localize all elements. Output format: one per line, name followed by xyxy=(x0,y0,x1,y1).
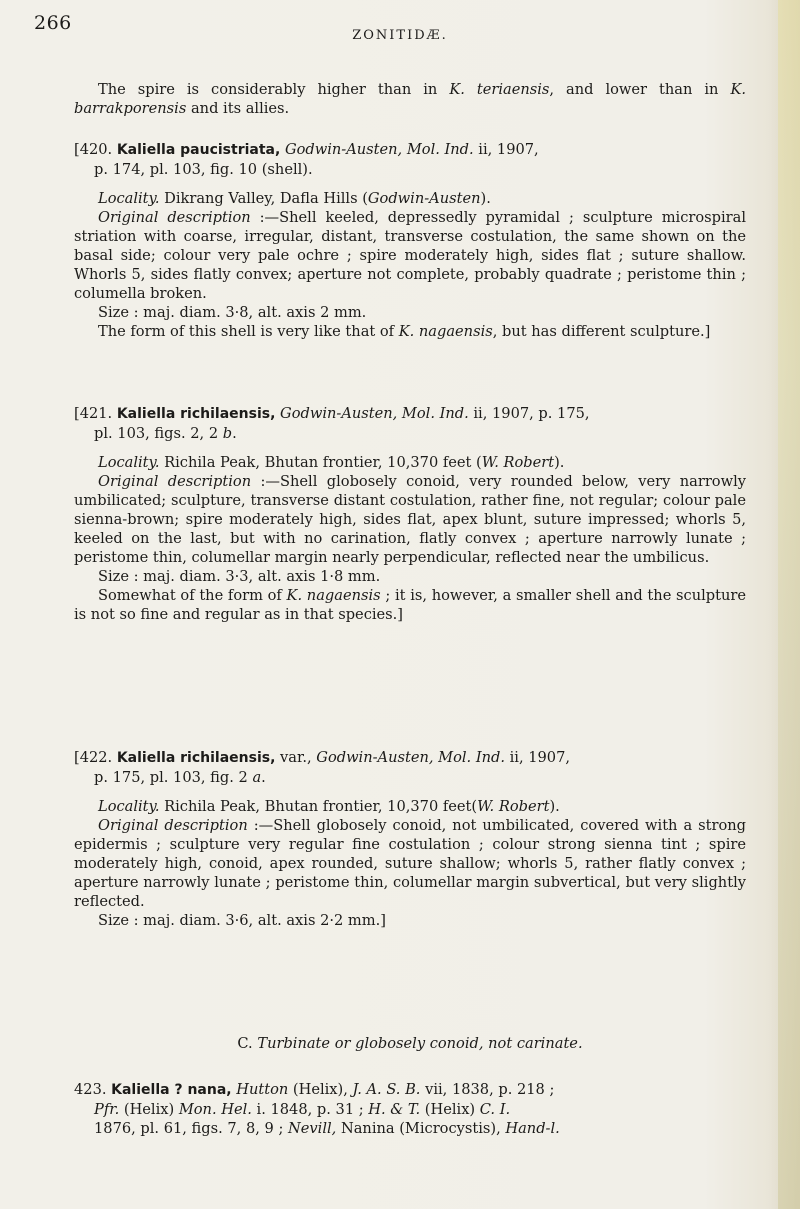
note-text: Somewhat of the form of xyxy=(98,587,287,604)
reference-text: (Helix), xyxy=(288,1081,353,1098)
locality-label: Locality. xyxy=(98,798,160,815)
reference-text: (Helix) xyxy=(119,1101,179,1118)
entry-421 xyxy=(74,404,746,624)
locality-text: ). xyxy=(554,454,565,471)
collector-name: Godwin-Austen xyxy=(367,190,481,207)
intro-text: , and lower than in xyxy=(549,81,731,98)
entry-number: [422. xyxy=(74,749,113,766)
journal-name: J. A. S. B. xyxy=(352,1081,421,1098)
entry-reference-line: p. 174, pl. 103, fig. 10 (shell). xyxy=(94,161,313,178)
entry-422 xyxy=(74,748,746,930)
entry-number: [421. xyxy=(74,405,113,422)
entry-title: Kaliella richilaensis, xyxy=(116,750,276,766)
page-number: 266 xyxy=(34,12,72,34)
description-label: Original description xyxy=(98,817,248,834)
locality-text: Richila Peak, Bhutan frontier, 10,370 feet ( xyxy=(159,454,482,471)
description-label: Original description xyxy=(98,473,252,490)
author-name: Nevill, xyxy=(288,1120,337,1137)
species-name: K. teriaensis xyxy=(449,81,550,98)
locality-text: ). xyxy=(480,190,491,207)
entry-title: Kaliella paucistriata, xyxy=(116,142,281,158)
running-head: ZONITIDÆ. xyxy=(352,28,448,43)
entry-reference-line: . xyxy=(232,425,237,442)
entry-423 xyxy=(74,1080,746,1138)
journal-name: C. I. xyxy=(479,1101,511,1118)
intro-text: and its allies. xyxy=(186,100,290,117)
size-line: Size : maj. diam. 3·6, alt. axis 2·2 mm.] xyxy=(98,912,386,929)
variety-label: var., xyxy=(275,749,312,766)
entry-420 xyxy=(74,140,746,341)
entry-number: [420. xyxy=(74,141,113,158)
locality-text: Richila Peak, Bhutan frontier, 10,370 feet( xyxy=(159,798,478,815)
description-label: Original description xyxy=(98,209,251,226)
reference-text: 1876, pl. 61, figs. 7, 8, 9 ; xyxy=(94,1120,289,1137)
entry-reference: ii, 1907, xyxy=(473,141,539,158)
reference-text: (Helix) xyxy=(420,1101,480,1118)
entry-reference-line: p. 175, pl. 103, fig. 2 xyxy=(94,769,253,786)
entry-reference: ii, 1907, p. 175, xyxy=(468,405,590,422)
author-name: Pfr. xyxy=(94,1101,120,1118)
locality-text: ). xyxy=(549,798,560,815)
intro-paragraph xyxy=(74,80,746,118)
entry-title: Kaliella ? nana, xyxy=(111,1082,232,1098)
entry-reference: Godwin-Austen, Mol. Ind. xyxy=(316,749,505,766)
reference-text: Nanina (Microcystis), xyxy=(336,1120,506,1137)
entry-reference: Godwin-Austen, Mol. Ind. xyxy=(284,141,474,158)
locality-label: Locality. xyxy=(98,190,160,207)
entry-reference-line: pl. 103, figs. 2, 2 xyxy=(94,425,223,442)
locality-label: Locality. xyxy=(98,454,160,471)
species-name: K. barrakporensis xyxy=(74,81,746,117)
entry-reference-line: a xyxy=(252,769,262,786)
journal-name: Hand-l. xyxy=(505,1120,560,1137)
description-text: :—Shell globosely conoid, not umbilicated, covered with a strong epidermis ; sculpture very regular fine costulation ; colour strong sienna tint ; spire moderately high, conoid, apex rounded, suture shallow; whorls 5, rather flatly convex ; aperture narrowly lunate ; peristome thin, columellar margin subvertical, but very slightly reflected. xyxy=(74,817,746,910)
note-text: The form of this shell is very like that of xyxy=(98,323,399,340)
reference-text: vii, 1838, p. 218 ; xyxy=(420,1081,555,1098)
entry-reference: ii, 1907, xyxy=(504,749,571,766)
collector-name: W. Robert xyxy=(481,454,555,471)
species-name: K. nagaensis xyxy=(398,323,493,340)
entry-title: Kaliella richilaensis, xyxy=(116,406,276,422)
author-name: H. & T. xyxy=(368,1101,421,1118)
journal-name: Mon. Hel. xyxy=(178,1101,252,1118)
size-line: Size : maj. diam. 3·8, alt. axis 2 mm. xyxy=(98,304,367,321)
intro-text: The spire is considerably higher than in xyxy=(98,81,450,98)
collector-name: W. Robert xyxy=(477,798,550,815)
locality-text: Dikrang Valley, Dafla Hills ( xyxy=(159,190,368,207)
page-edge-stain xyxy=(778,0,800,1209)
size-line: Size : maj. diam. 3·3, alt. axis 1·8 mm. xyxy=(98,568,381,585)
description-text: :—Shell keeled, depressedly pyramidal ; sculpture microspiral striation with coarse, irregular, distant, transverse costulation, the same shown on the basal side; colour very pale ochre ; spire moderately high, sides flat ; suture shallow. Whorls 5, sides flatly convex; aperture not complete, probably quadrate ; peristome thin ; columella broken. xyxy=(74,209,747,302)
note-text: ; it is, however, a smaller shell and the sculpture is not so fine and regular as in that species.] xyxy=(74,587,746,623)
description-text: :—Shell globosely conoid, very rounded below, very narrowly umbilicated; sculpture, transverse distant costulation, rather fine, not regular; colour pale sienna-brown; spire moderately high, sides flat, apex blunt, suture impressed; whorls 5, keeled on the last, but with no carination, flatly convex ; aperture narrowly lunate ; peristome thin, columellar margin nearly perpendicular, reflected near the umbilicus. xyxy=(74,473,746,566)
entry-reference: Godwin-Austen, Mol. Ind. xyxy=(280,405,469,422)
entry-reference-line: b xyxy=(222,425,233,442)
section-letter: C. xyxy=(237,1035,253,1052)
reference-text: i. 1848, p. 31 ; xyxy=(251,1101,369,1118)
entry-number: 423. xyxy=(74,1081,107,1098)
species-name: K. nagaensis xyxy=(286,587,381,604)
note-text: , but has different sculpture.] xyxy=(492,323,711,340)
author-name: Hutton xyxy=(236,1081,289,1098)
section-heading xyxy=(74,1034,746,1053)
section-title: Turbinate or globosely conoid, not carinate. xyxy=(257,1035,583,1052)
entry-reference-line: . xyxy=(261,769,266,786)
